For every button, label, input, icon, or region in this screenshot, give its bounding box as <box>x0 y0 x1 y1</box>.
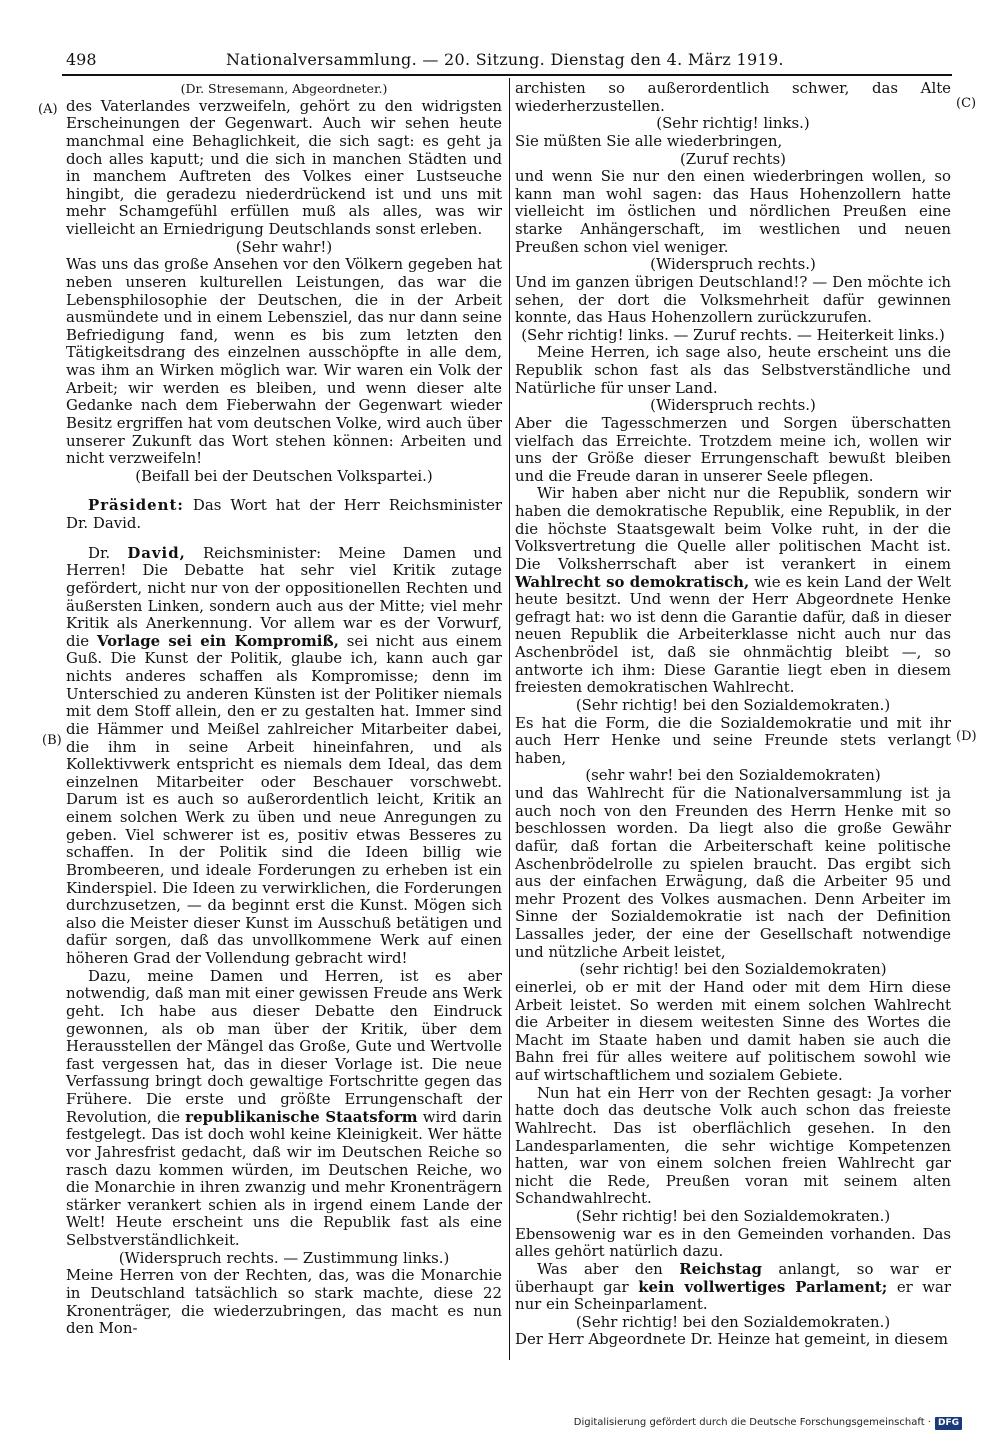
credit-text: Digitalisierung gefördert durch die Deutsche Forschungsgemeinschaft · <box>573 1417 931 1428</box>
speaker-name: David, <box>127 543 186 562</box>
emphasis: republikanische Staatsform <box>185 1107 418 1126</box>
continuing-speaker: (Dr. Stresemann, Abgeordneter.) <box>180 81 388 96</box>
president-label: Präsident: <box>88 496 184 515</box>
interjection: (sehr wahr! bei den Sozialdemokraten) <box>585 766 881 785</box>
interjection: (Widerspruch rechts.) <box>650 396 816 415</box>
page-header <box>66 48 950 72</box>
interjection: (Sehr wahr!) <box>235 237 333 256</box>
speech-text: er war nur ein Scheinparlament. <box>515 1277 952 1314</box>
paragraph: Meine Herren von der Rechten, das, was die Monarchie in Deutschland tatsächlich so stark machte, diese 22 Kronenträger, die wiederzubringen, das macht es nun den Mon- <box>66 1266 502 1338</box>
speech-paragraph <box>515 1261 951 1314</box>
interjection: (Sehr richtig! links. — Zuruf rechts. — Heiterkeit links.) <box>521 325 945 344</box>
emphasis: Reichstag <box>679 1259 762 1278</box>
interjection: (Sehr richtig! links.) <box>656 114 810 133</box>
speaker-prefix: Dr. <box>88 543 111 562</box>
president-text: Das Wort hat der Herr Reichsminister Dr. David. <box>66 496 502 532</box>
interjection: (Sehr richtig! bei den Sozialdemokraten.) <box>575 695 891 714</box>
paragraph: einerlei, ob er mit der Hand oder mit dem Hirn diese Arbeit leistet. So werden mit einem solchen Wahlrecht die Arbeiter in diesem weitesten Sinne des Wortes die Macht im Staate haben und damit haben sie auch die Bahn frei für alles weitere auf politischem sowohl wie auf wirtschaftlichem und sozialem Gebiete. <box>515 977 951 1084</box>
column-divider <box>509 78 510 1360</box>
interjection: (Sehr richtig! bei den Sozialdemokraten.) <box>575 1207 891 1225</box>
paragraph: Was uns das große Ansehen vor den Völkern gegeben hat neben unseren kulturellen Leistungen, das war die Lebensphilosophie der Deutschen, die in der Arbeit ausmündete und in einem Lebensziel, das nur dann seine Befriedigung fand, wenn es bis zum letzten den Tätigkeitsdrang des einzelnen ausschöpfte in alle dem, was ihm an Wirken möglich war. Wir waren ein Volk der Arbeit; wir werden es bleiben, und wenn dieser alte Gedanke nach dem Fieberwahn der Gegenwart wieder Besitz ergriffen hat vom deutschen Volke, wird auch über unserer Zukunft das Wort stehen können: Arbeiten und nicht verzweifeln! <box>66 255 502 468</box>
emphasis: Wahlrecht so demokratisch, <box>515 572 750 591</box>
interjection: (Widerspruch rechts.) <box>650 255 816 274</box>
interjection: (sehr richtig! bei den Sozialdemokraten) <box>579 960 887 979</box>
speaker-role: Reichsminister: <box>203 543 322 562</box>
speech-paragraph <box>66 968 502 1250</box>
digitization-credit <box>574 1415 962 1431</box>
paragraph: des Vaterlandes verzweifeln, gehört zu den widrigsten Erscheinungen der Gegenwart. Auch wir sehen heute manchmal eine Behaglichkeit, die sich sagt: es geht ja doch alles kaputt; und die sich in manchen Städten und in manchem Auftreten des Volkes einer Lustseuche hingibt, die geradezu niederdrückend ist und uns mit mehr Schamgefühl erfüllen muß als alles, was wir vielleicht an Erniedrigung Deutschlands sonst erleben. <box>66 96 502 238</box>
speech-paragraph <box>515 485 951 697</box>
paragraph: Nun hat ein Herr von der Rechten gesagt: Ja vorher hatte doch das deutsche Volk auch schon das freieste Wahlrecht. Das ist oberflächlich gesehen. In den Landesparlamenten, die sehr wichtige Kompetenzen hatten, war von einem solchen freien Wahlrecht gar nicht die Rede, Preußen voran mit seinem alten Schandwahlrecht. <box>515 1083 951 1208</box>
paragraph: und das Wahlrecht für die Nationalversammlung ist ja auch noch von den Freunden des Herrn Henke mit so beschlossen worden. Da liegt also die große Gewähr dafür, daß fortan die Arbeiterschaft keine politische Aschenbrödelrolle zu spielen braucht. Das ergibt sich aus der einfachen Erwägung, daß die Arbeiter 95 und mehr Prozent des Volkes ausmachen. Denn Arbeiter im Sinne der Sozialdemokratie ist nach der Definition Lassalles jeder, der eine der Gesellschaft notwendige und nützliche Arbeit leistet, <box>515 784 951 961</box>
dfg-logo: DFG <box>935 1417 962 1430</box>
president-statement <box>66 497 502 532</box>
paragraph: und wenn Sie nur den einen wiederbringen wollen, so kann man wohl sagen: das Haus Hohenzollern hatte vielleicht im östlichen und nördlichen Preußen eine starke Anhängerschaft, im westlichen und neuen Preußen schon viel weniger. <box>515 167 951 256</box>
paragraph: Aber die Tagesschmerzen und Sorgen überschatten vielfach das Erreichte. Trotzdem meine ich, wollen wir uns der Größe dieser Errungenschaft bewußt bleiben und die Freude daran in unserer Seele pflegen. <box>515 413 951 485</box>
paragraph: archisten so außerordentlich schwer, das Alte wiederherzustellen. <box>515 79 951 115</box>
speech-text: wird darin festgelegt. Das ist doch wohl keine Kleinigkeit. Wer hätte vor Jahresfrist gedacht, daß wir im Deutschen Reiche so rasch dazu kommen würden, im Deutschen Reiche, wo die Monarchie in ihren zwanzig und mehr Kronenträgern stärker verankert schien als in irgend einem Lande der Welt! Heute erscheint uns die Republik fast als eine Selbstverständlichkeit. <box>66 1107 503 1249</box>
interjection: (Sehr richtig! bei den Sozialdemokraten.) <box>575 1312 891 1331</box>
margin-marker-d: (D) <box>956 729 977 744</box>
left-column <box>66 80 502 1338</box>
speech-text: Meine Damen und Herren! Die Debatte hat sehr viel Kritik zutage gefördert, nicht nur von der oppositionellen Rechten und äußersten Linken, sondern auch aus der Mitte; viel mehr Kritik als Anerkennung. Vor allem war es der Vorwurf, die <box>66 543 503 650</box>
margin-marker-b: (B) <box>42 733 62 748</box>
page-number: 498 <box>66 50 97 69</box>
paragraph: Ebensowenig war es in den Gemeinden vorhanden. Das alles gehört natürlich dazu. <box>515 1224 951 1261</box>
speech-paragraph <box>66 545 502 968</box>
emphasis: kein vollwertiges Parlament; <box>638 1277 888 1296</box>
interjection: (Zuruf rechts) <box>680 149 786 168</box>
paragraph: Sie müßten Sie alle wiederbringen, <box>515 131 783 150</box>
running-title: Nationalversammlung. — 20. Sitzung. Dienstag den 4. März 1919. <box>226 50 784 69</box>
paragraph: Der Herr Abgeordnete Dr. Heinze hat gemeint, in diesem <box>515 1330 949 1349</box>
right-column <box>515 80 951 1349</box>
interjection: (Widerspruch rechts. — Zustimmung links.) <box>118 1248 450 1267</box>
speech-text: Was aber den <box>537 1259 663 1278</box>
paragraph: Und im ganzen übrigen Deutschland!? — Den möchte ich sehen, der dort die Volksmehrheit dafür gewinnen konnte, das Haus Hohenzollern zurückzurufen. <box>515 272 951 327</box>
interjection: (Beifall bei der Deutschen Volkspartei.) <box>135 466 433 485</box>
speech-text: wie es kein Land der Welt heute besitzt. Und wenn der Herr Abgeordnete Henke gefragt hat: wo ist denn die Garantie dafür, daß in dieser neuen Republik die Arbeiterklasse nicht auch nur das Aschenbrödel ist, daß sie ohnmächtig bleibt —, so antworte ich ihm: Diese Garantie liegt eben in diesem freiesten demokratischen Wahlrecht. <box>515 572 952 697</box>
paragraph: Es hat die Form, die die Sozialdemokratie und mit ihr auch Herr Henke und seine Freunde stets verlangt haben, <box>515 713 951 767</box>
header-rule <box>62 74 952 76</box>
speech-text: Wir haben aber nicht nur die Republik, sondern wir haben die demokratische Republik, eine Republik, in der die höchste Staatsgewalt beim Volke ruht, in der die Volksvertretung die Quelle aller politischen Macht ist. Die Volksherrschaft aber ist verankert in einem <box>515 484 951 573</box>
speech-text: Dazu, meine Damen und Herren, ist es aber notwendig, daß man mit einer gewissen Freude ans Werk geht. Ich habe aus dieser Debatte den Eindruck gewonnen, als ob man über der Kritik, über dem Herausstellen der Mängel das Große, Gute und Wertvolle fast vergessen hat, das in dieser Vorlage ist. Die neue Verfassung bringt doch gewaltige Fortschritte gegen das Frühere. Die erste und größte Errungenschaft der Revolution, die <box>66 966 502 1126</box>
emphasis: Vorlage sei ein Kompromiß, <box>96 631 339 650</box>
margin-marker-c: (C) <box>956 96 977 111</box>
paragraph: Meine Herren, ich sage also, heute erscheint uns die Republik schon fast als das Selbstverständliche und Natürliche für unser Land. <box>515 343 951 397</box>
margin-marker-a: (A) <box>38 102 58 117</box>
speech-text: anlangt, so war er überhaupt gar <box>515 1259 952 1296</box>
speech-text: sei nicht aus einem Guß. Die Kunst der Politik, glaube ich, kann auch gar nichts anderes schaffen als Kompromisse; denn im Unterschied zu anderen Künsten ist der Politiker niemals mit dem Stoff allein, den er zu gestalten hat. Immer sind die Hämmer und Meißel zahlreicher Mitarbeiter dabei, die ihm in seine Arbeit hineinfahren, und als Kollektivwerk entspricht es niemals dem Ideal, das dem einzelnen Mitarbeiter oder Beschauer vorschwebt. Darum ist es auch so außerordentlich leicht, Kritik an einem solchen Werk zu üben und neue Anregungen zu geben. Viel schwerer ist es, positiv etwas Besseres zu schaffen. In der Politik sind die Ideen billig wie Brombeeren, und ideale Forderungen zu erheben ist ein Kinderspiel. Die Ideen zu verwirklichen, die Forderungen durchzusetzen, — da beginnt erst die Kunst. Mögen sich also die Meister dieser Kunst im Ausschuß betätigen und dafür sorgen, daß das unvollkommene Werk auf einen höheren Grad der Vollendung gebracht wird! <box>66 631 503 967</box>
